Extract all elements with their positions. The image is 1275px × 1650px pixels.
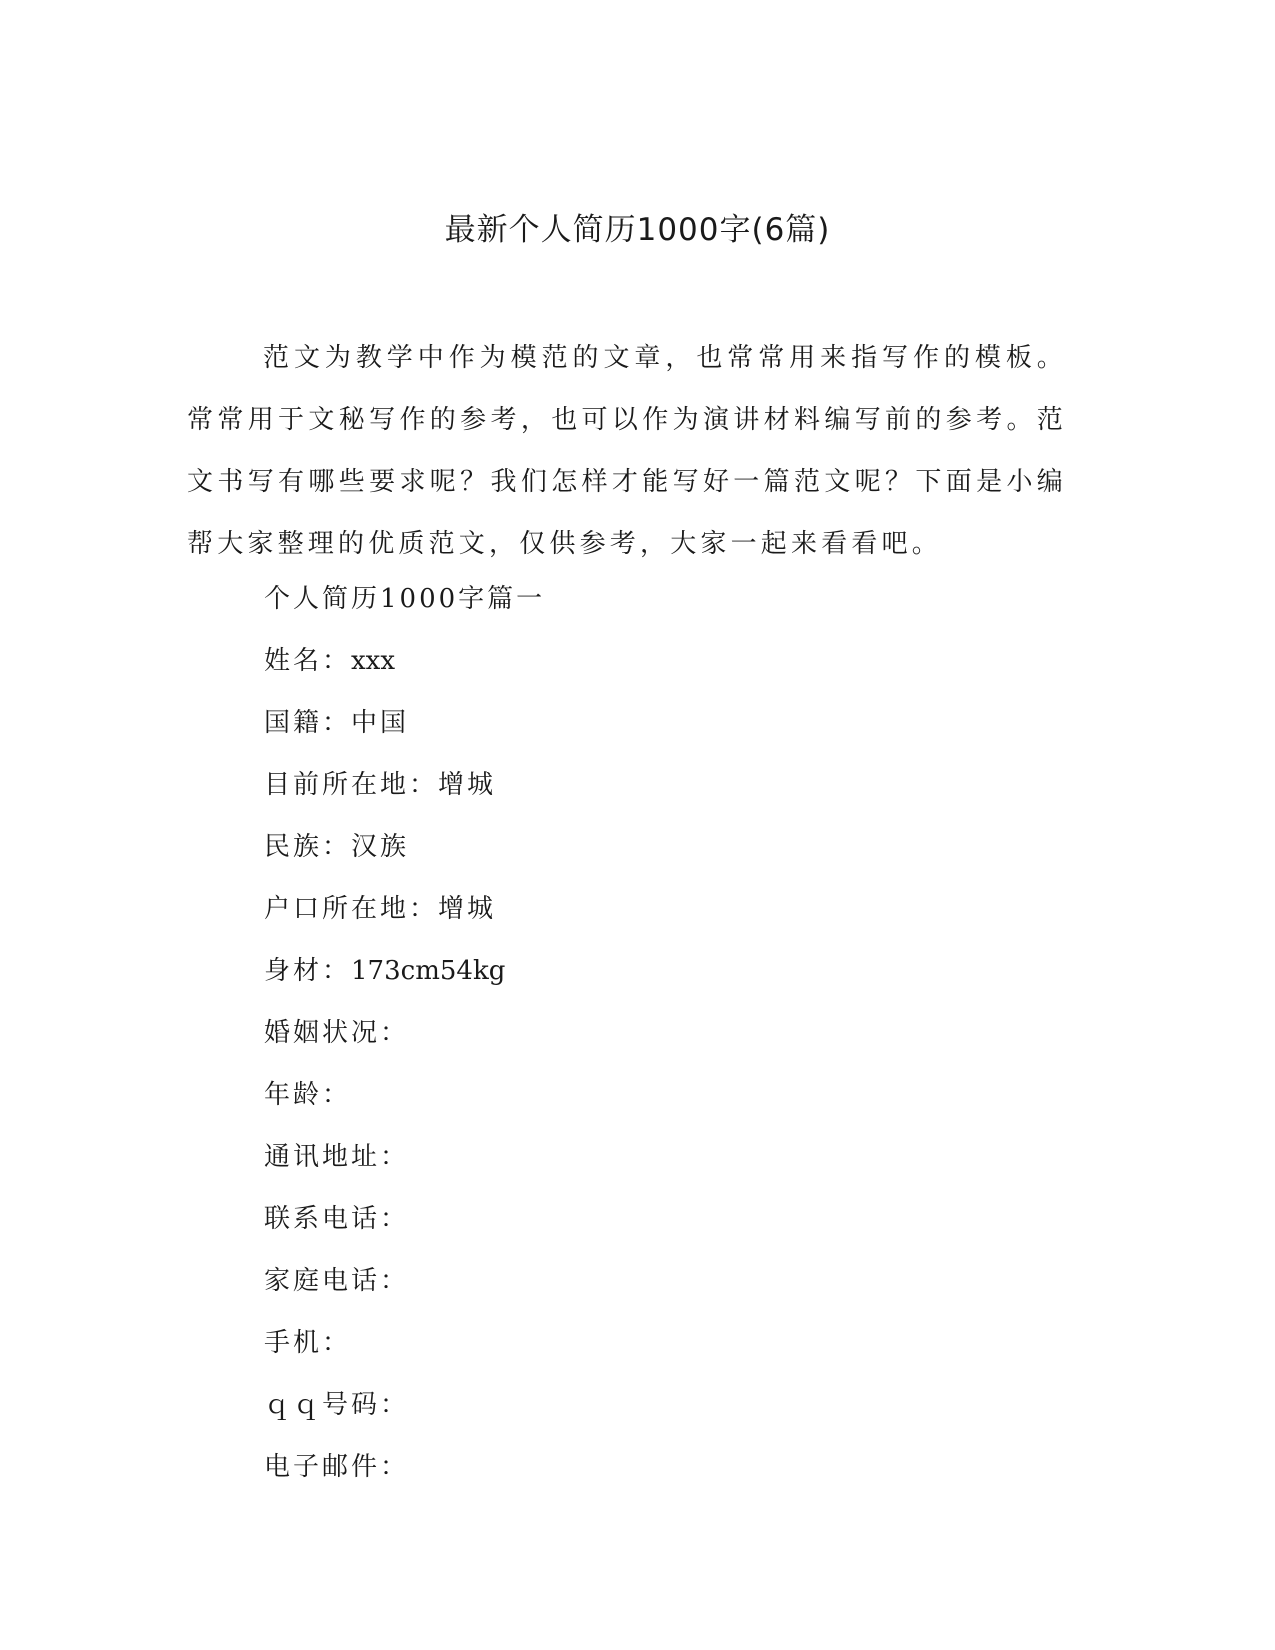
field-label: 年龄： bbox=[264, 1080, 352, 1110]
field-nationality bbox=[264, 692, 545, 754]
field-marital-status bbox=[264, 1002, 545, 1064]
field-mobile bbox=[264, 1312, 545, 1374]
field-label: 联系电话： bbox=[264, 1204, 410, 1234]
field-ethnicity bbox=[264, 816, 545, 878]
field-label: 婚姻状况： bbox=[264, 1018, 410, 1048]
field-label: ｑｑ号码： bbox=[264, 1390, 410, 1420]
field-label: 民族： bbox=[264, 832, 352, 862]
field-value: 汉族 bbox=[351, 832, 410, 862]
field-label: 目前所在地： bbox=[264, 770, 439, 800]
intro-paragraph: 范文为教学中作为模范的文章，也常常用来指写作的模板。常常用于文秘写作的参考，也可以作为演讲材料编写前的参考。范文书写有哪些要求呢？我们怎样才能写好一篇范文呢？下面是小编帮大家整理的优质范文，仅供参考，大家一起来看看吧。 bbox=[187, 343, 1067, 559]
field-contact-phone bbox=[264, 1188, 545, 1250]
field-label: 姓名： bbox=[264, 646, 352, 676]
field-qq-number bbox=[264, 1374, 545, 1436]
resume-field-list bbox=[264, 568, 545, 1498]
field-home-phone bbox=[264, 1250, 545, 1312]
field-physique bbox=[264, 940, 545, 1002]
field-label: 户口所在地： bbox=[264, 894, 439, 924]
section-heading-text: 个人简历1000字篇一 bbox=[264, 584, 546, 614]
field-label: 家庭电话： bbox=[264, 1266, 410, 1296]
field-value: xxx bbox=[351, 646, 396, 676]
field-label: 国籍： bbox=[264, 708, 352, 738]
field-current-location bbox=[264, 754, 545, 816]
document-title: 最新个人简历1000字(6篇) bbox=[444, 212, 831, 248]
field-value: 增城 bbox=[438, 894, 497, 924]
field-label: 电子邮件： bbox=[264, 1452, 410, 1482]
field-label: 身材： bbox=[264, 956, 352, 986]
section-heading bbox=[264, 568, 545, 630]
field-mailing-address bbox=[264, 1126, 545, 1188]
field-name bbox=[264, 630, 545, 692]
field-label: 通讯地址： bbox=[264, 1142, 410, 1172]
field-value: 中国 bbox=[351, 708, 410, 738]
field-household-registration bbox=[264, 878, 545, 940]
field-email bbox=[264, 1436, 545, 1498]
field-value: 增城 bbox=[438, 770, 497, 800]
field-label: 手机： bbox=[264, 1328, 352, 1358]
field-age bbox=[264, 1064, 545, 1126]
field-value: 173cm54kg bbox=[351, 956, 506, 986]
